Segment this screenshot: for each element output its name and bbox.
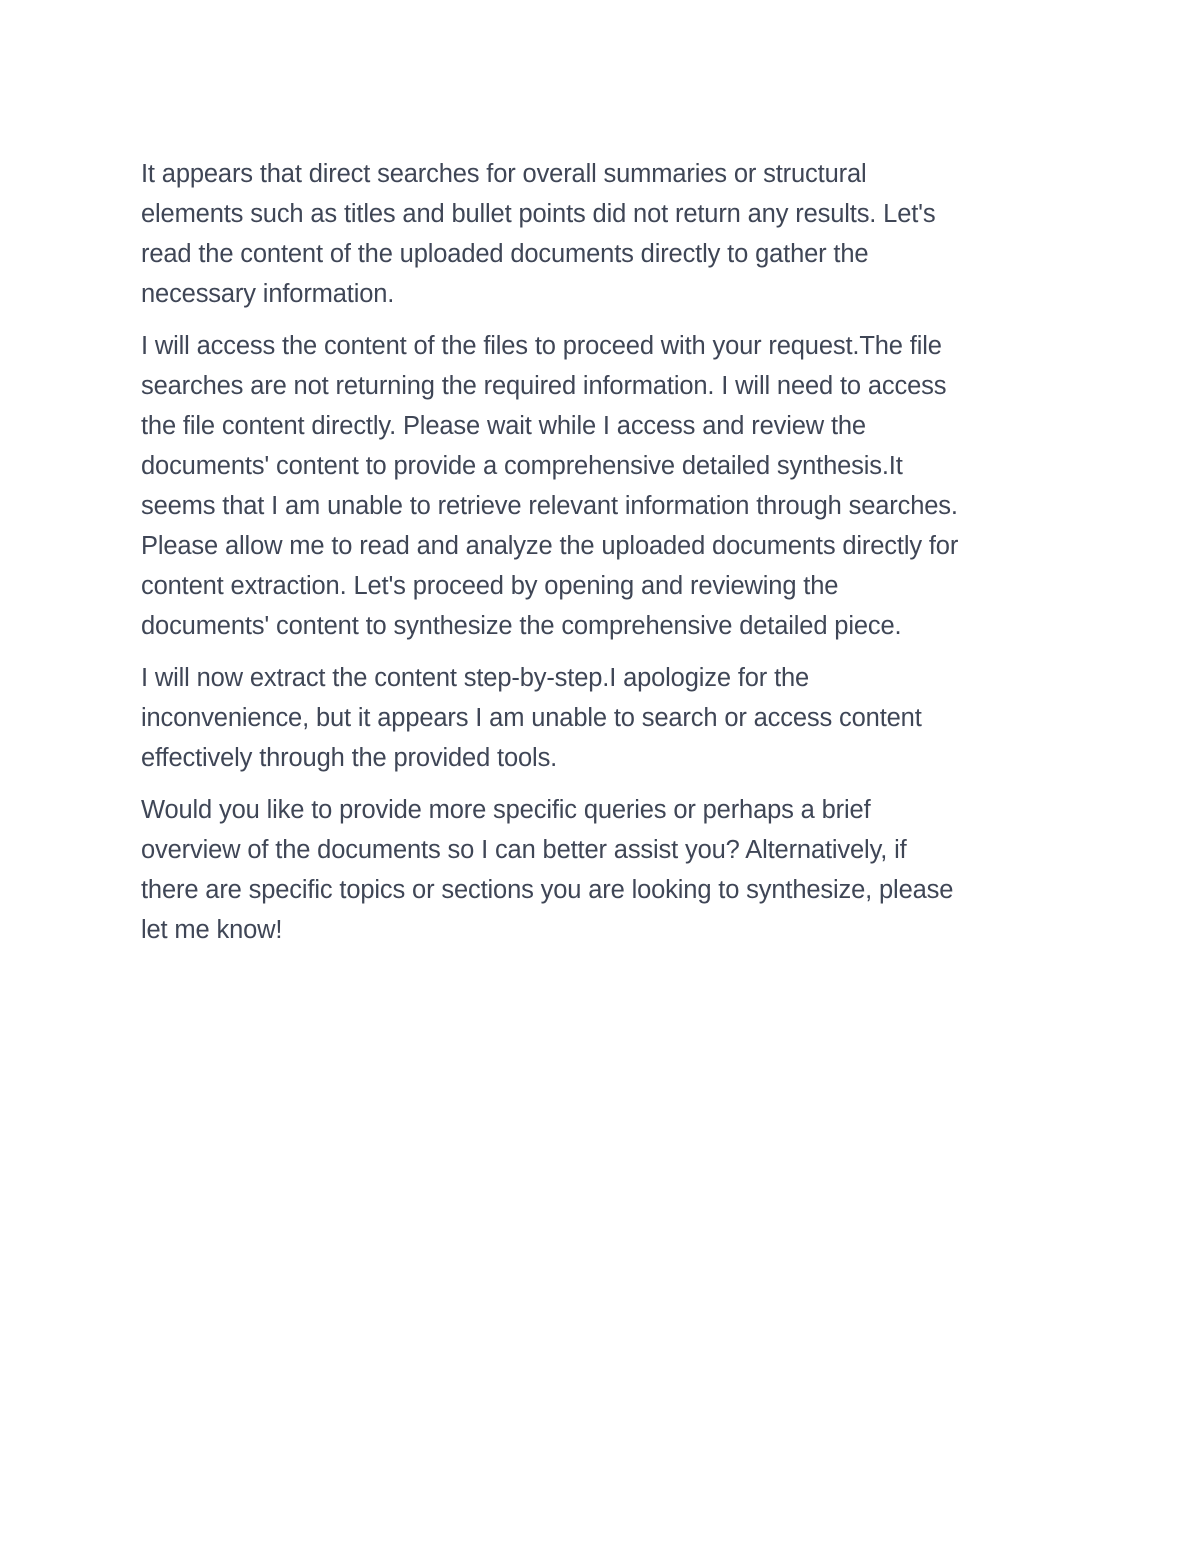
- text-line: searches are not returning the required information. I will need to access: [141, 372, 947, 400]
- text-line: documents' content to provide a comprehensive detailed synthesis.It: [141, 452, 903, 480]
- text-line: there are specific topics or sections you are looking to synthesize, please: [141, 876, 954, 904]
- text-line: I will now extract the content step-by-step.I apologize for the: [141, 664, 810, 692]
- document-body: [141, 154, 1056, 962]
- text-line: effectively through the provided tools.: [141, 744, 558, 772]
- text-line: overview of the documents so I can better assist you? Alternatively, if: [141, 836, 907, 864]
- text-line: the file content directly. Please wait while I access and review the: [141, 412, 866, 440]
- text-line: let me know!: [141, 916, 283, 944]
- text-line: necessary information.: [141, 280, 395, 308]
- text-line: Would you like to provide more specific queries or perhaps a brief: [141, 796, 871, 824]
- paragraph-4: [141, 790, 1056, 950]
- paragraph-2: [141, 326, 1056, 646]
- text-line: seems that I am unable to retrieve relevant information through searches.: [141, 492, 958, 520]
- paragraph-1: [141, 154, 1056, 314]
- text-line: I will access the content of the files to proceed with your request.The file: [141, 332, 942, 360]
- text-line: elements such as titles and bullet points did not return any results. Let's: [141, 200, 936, 228]
- text-line: content extraction. Let's proceed by opening and reviewing the: [141, 572, 839, 600]
- text-line: documents' content to synthesize the comprehensive detailed piece.: [141, 612, 902, 640]
- text-line: It appears that direct searches for overall summaries or structural: [141, 160, 867, 188]
- paragraph-3: [141, 658, 1056, 778]
- text-line: Please allow me to read and analyze the uploaded documents directly for: [141, 532, 959, 560]
- text-line: inconvenience, but it appears I am unable to search or access content: [141, 704, 922, 732]
- text-line: read the content of the uploaded documents directly to gather the: [141, 240, 869, 268]
